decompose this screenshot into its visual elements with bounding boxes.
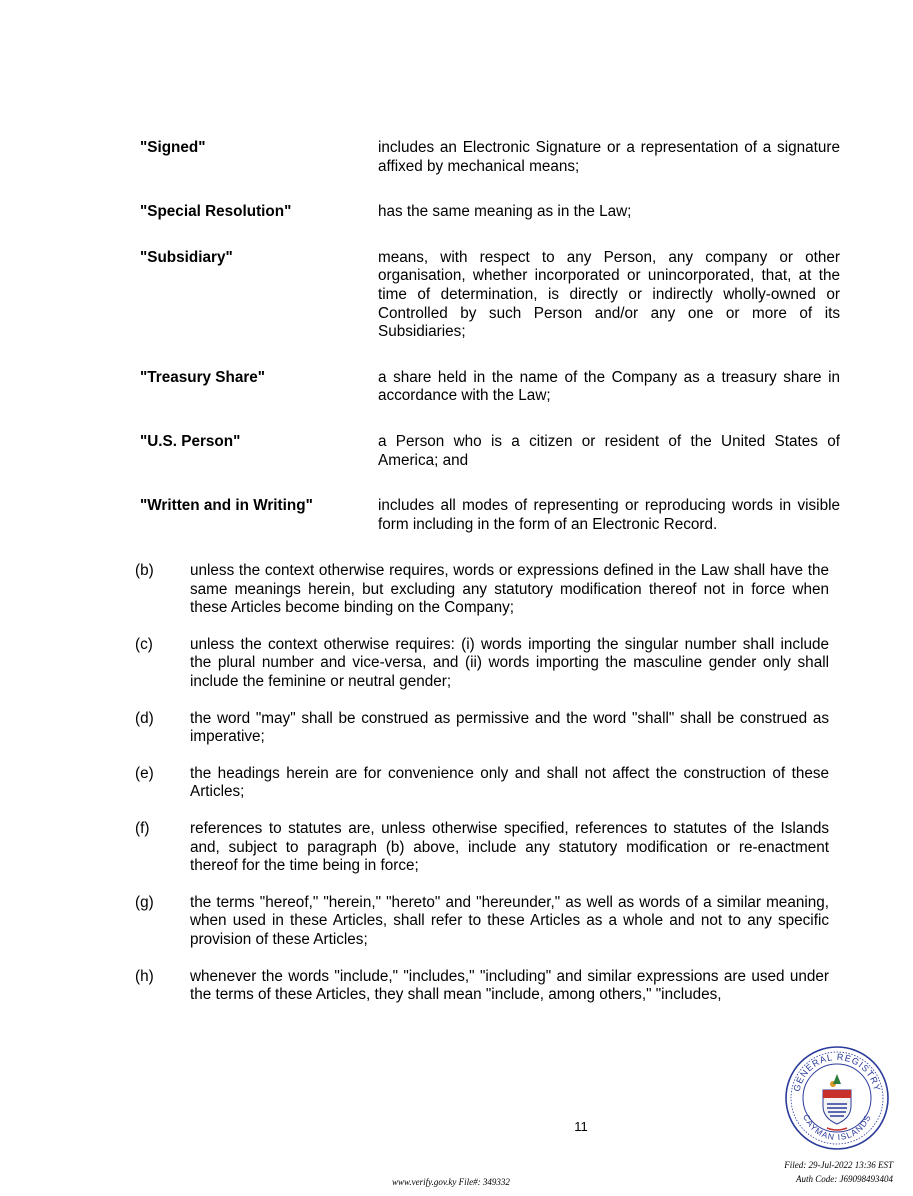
seal-bottom-text: CAYMAN ISLANDS [801, 1112, 873, 1143]
definition-term: "Special Resolution" [140, 203, 292, 221]
seal-top-text: GENERAL REGISTRY [791, 1051, 883, 1093]
definition-row [140, 369, 840, 406]
definition-meaning: a share held in the name of the Company as a treasury share in accordance with the Law; [378, 368, 840, 405]
definition-meaning: a Person who is a citizen or resident of the United States of America; and [378, 432, 840, 469]
paragraph-text: whenever the words "include," "includes," "including" and similar expressions are used under the terms of these Articles, they shall mean "include, among others," "includes, [190, 967, 829, 1004]
definition-term: "Written and in Writing" [140, 497, 313, 515]
paragraph-text: unless the context otherwise requires, words or expressions defined in the Law shall have the same meanings herein, but excluding any statutory modification thereof not in force when these Articles become binding on the Company; [190, 562, 829, 617]
definition-row [140, 497, 840, 534]
paragraph-text: the word "may" shall be construed as permissive and the word "shall" shall be construed as imperative; [190, 709, 829, 746]
paragraph-label: (e) [135, 764, 154, 782]
paragraph-text: unless the context otherwise requires: (i) words importing the singular number shall include the plural number and vice-versa, and (ii) words importing the masculine gender only shall include the feminine or neutral gender; [190, 635, 829, 690]
paragraph-text: the headings herein are for convenience only and shall not affect the construction of these Articles; [190, 764, 829, 801]
definition-term: "Treasury Share" [140, 368, 266, 386]
paragraph-item [135, 894, 829, 950]
paragraph-label: (g) [135, 893, 154, 911]
definition-row [140, 433, 840, 470]
paragraph-label: (c) [135, 635, 153, 653]
definitions-list [140, 139, 840, 561]
definition-meaning: means, with respect to any Person, any company or other organisation, whether incorporated or unincorporated, that, at the time of determination, is directly or indirectly wholly-owned or Controlled by such Person and/or any one or more of its Subsidiaries; [378, 248, 840, 341]
definition-row [140, 203, 840, 222]
definition-term: "Subsidiary" [140, 248, 233, 266]
definition-meaning: has the same meaning as in the Law; [378, 203, 632, 221]
page-number: 11 [574, 1119, 588, 1134]
paragraph-item [135, 562, 829, 618]
paragraph-item [135, 820, 829, 876]
paragraph-text: references to statutes are, unless otherwise specified, references to statutes of the Islands and, subject to paragraph (b) above, include any statutory modification or re-enactment thereof for the time being in force; [190, 819, 829, 875]
footer-filed-text: Filed: 29-Jul-2022 13:36 EST [784, 1160, 893, 1170]
definition-term: "U.S. Person" [140, 432, 241, 450]
footer-filed-block [784, 1158, 893, 1186]
definition-meaning: includes all modes of representing or reproducing words in visible form including in the form of an Electronic Record. [378, 497, 840, 533]
paragraph-label: (h) [135, 967, 154, 985]
paragraph-label: (f) [135, 819, 150, 837]
paragraph-label: (b) [135, 562, 154, 579]
definition-row [140, 139, 840, 176]
paragraph-text: the terms "hereof," "herein," "hereto" and "hereunder," as well as words of a similar meaning, when used in these Articles, shall refer to these Articles as a whole and not to any specific provision of these Articles; [190, 893, 829, 948]
footer-auth-code: Auth Code: J69098493404 [796, 1174, 893, 1184]
paragraph-item [135, 636, 829, 692]
paragraph-item [135, 968, 829, 1005]
paragraph-item [135, 710, 829, 747]
definition-row [140, 249, 840, 342]
footer-verify-text: www.verify.gov.ky File#: 349332 [392, 1177, 510, 1187]
definition-meaning: includes an Electronic Signature or a representation of a signature affixed by mechanical means; [378, 139, 840, 175]
definition-term: "Signed" [140, 139, 206, 156]
paragraph-label: (d) [135, 709, 154, 727]
paragraph-item [135, 765, 829, 802]
general-registry-seal-icon [783, 1044, 891, 1152]
interpretation-paragraphs [135, 562, 829, 1023]
